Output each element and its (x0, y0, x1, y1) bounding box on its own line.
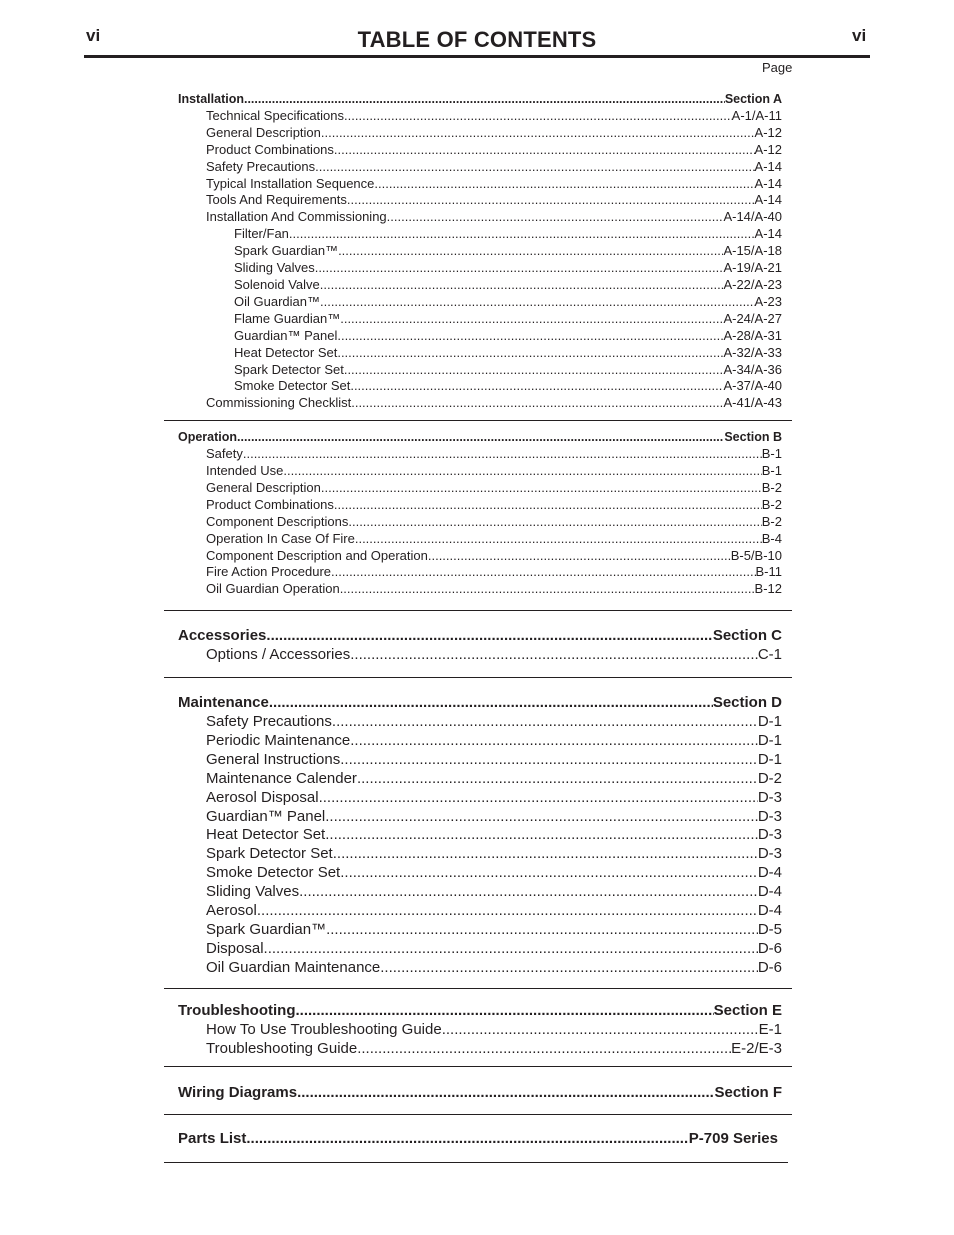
leader-dots (350, 646, 758, 665)
toc-heading-title: Parts List (178, 1130, 247, 1148)
leader-dots (374, 176, 754, 193)
leader-dots (350, 732, 758, 751)
leader-dots (320, 277, 724, 294)
toc-heading-title: Troubleshooting (178, 1001, 296, 1019)
toc-entry[interactable] (164, 770, 792, 789)
toc-heading-title: Accessories (178, 627, 267, 645)
toc-entry[interactable] (164, 497, 792, 514)
toc-section-troubleshooting (164, 997, 792, 1068)
toc-entry[interactable] (164, 1040, 792, 1059)
toc-entry[interactable] (164, 142, 792, 159)
toc-entry-page: D-1 (757, 713, 782, 730)
toc-heading-page: Section D (712, 694, 782, 712)
toc-entry[interactable] (164, 480, 792, 497)
leader-dots (337, 345, 723, 362)
leader-dots (269, 694, 713, 713)
toc-entry-title: Commissioning Checklist (206, 395, 352, 411)
leader-dots (321, 125, 755, 142)
toc-entry-title: Operation In Case Of Fire (206, 530, 355, 546)
leader-dots (344, 362, 724, 379)
toc-entry-title: Fire Action Procedure (206, 564, 332, 580)
page-number-left: vi (86, 26, 101, 45)
toc-entry-title: Tools And Requirements (206, 192, 347, 208)
leader-dots (315, 260, 724, 277)
toc-entry-page: B-11 (755, 564, 782, 580)
leader-dots (334, 142, 755, 159)
leader-dots (344, 108, 732, 125)
page-column-label: Page (762, 60, 793, 75)
toc-entry-title: Maintenance Calender (206, 769, 357, 787)
leader-dots (264, 940, 758, 959)
leader-dots (321, 480, 762, 497)
toc-entry-title: Sliding Valves (206, 883, 300, 901)
toc-entry-title: Spark Detector Set (206, 845, 333, 863)
toc-heading-page: Section E (713, 1001, 782, 1019)
toc-entry-page: D-2 (757, 769, 782, 787)
toc-entry-page: B-4 (761, 530, 782, 546)
toc-entry-title: Product Combinations (206, 496, 334, 512)
leader-dots (266, 627, 712, 646)
toc-entry-title: Product Combinations (206, 141, 334, 157)
leader-dots (257, 902, 758, 921)
toc-entry-title: General Instructions (206, 750, 341, 768)
toc-entry-page: A-14 (754, 226, 782, 242)
toc-entry-page: A-28/A-31 (723, 327, 782, 343)
toc-entry-page: B-5/B-10 (730, 547, 782, 563)
leader-dots (325, 808, 758, 827)
toc-entry-page: D-3 (757, 807, 782, 825)
toc-subentry[interactable] (164, 243, 792, 260)
toc-entry-page: D-3 (757, 788, 782, 806)
toc-heading[interactable] (164, 1002, 792, 1021)
toc-entry[interactable] (164, 864, 792, 883)
toc-entry-page: A-15/A-18 (723, 243, 782, 259)
toc-entry[interactable] (164, 751, 792, 770)
leader-dots (442, 1021, 759, 1040)
toc-heading-page: Section A (724, 92, 782, 106)
toc-entry-page: E-1 (758, 1020, 782, 1038)
toc-entry[interactable] (164, 921, 792, 940)
toc-section-parts-list (164, 1123, 788, 1163)
toc-entry-page: C-1 (757, 646, 782, 664)
toc-entry-page: A-14/A-40 (723, 209, 782, 225)
leader-dots (296, 1002, 714, 1021)
toc-entry-title: Spark Guardian™ (234, 243, 339, 259)
toc-subentry[interactable] (164, 362, 792, 379)
toc-subentry[interactable] (164, 345, 792, 362)
toc-heading-title: Installation (178, 92, 244, 106)
toc-entry[interactable] (164, 531, 792, 548)
toc-entry-page: A-14 (754, 192, 782, 208)
toc-heading-title: Wiring Diagrams (178, 1084, 298, 1102)
toc-entry-page: A-37/A-40 (723, 378, 782, 394)
toc-entry[interactable] (164, 395, 792, 412)
toc-entry[interactable] (164, 514, 792, 531)
toc-entry-page: E-2/E-3 (731, 1039, 782, 1057)
toc-section-installation (164, 91, 792, 421)
toc-entry[interactable] (164, 789, 792, 808)
toc-entry-title: Safety (206, 446, 243, 462)
toc-entry-page: B-2 (761, 513, 782, 529)
toc-entry-page: A-12 (754, 124, 782, 140)
page-number-right: vi (852, 26, 867, 45)
leader-dots (351, 395, 723, 412)
leader-dots (333, 845, 758, 864)
toc-entry-title: Periodic Maintenance (206, 731, 351, 749)
toc-entry-title: Filter/Fan (234, 226, 289, 242)
toc-entry[interactable] (164, 646, 792, 665)
leader-dots (338, 243, 723, 260)
toc-entry-page: A-1/A-11 (731, 107, 782, 123)
toc-entry-title: Heat Detector Set (206, 826, 326, 844)
toc-entry-page: A-22/A-23 (723, 276, 782, 292)
leader-dots (243, 446, 762, 463)
toc-entry-page: D-6 (757, 939, 782, 957)
toc-entry[interactable] (164, 108, 792, 125)
toc-entry[interactable] (164, 845, 792, 864)
leader-dots (340, 311, 723, 328)
toc-entry-title: Aerosol Disposal (206, 788, 319, 806)
toc-entry-title: Aerosol (206, 902, 257, 920)
leader-dots (428, 548, 731, 565)
leader-dots (337, 328, 723, 345)
toc-entry-title: Component Descriptions (206, 513, 349, 529)
leader-dots (289, 226, 755, 243)
toc-entry-page: B-2 (761, 479, 782, 495)
leader-dots (334, 497, 762, 514)
toc-entry-title: Guardian™ Panel (206, 807, 326, 825)
leader-dots (357, 1040, 731, 1059)
toc-entry-title: Oil Guardian Operation (206, 581, 340, 597)
toc-entry-page: B-1 (761, 446, 782, 462)
leader-dots (340, 864, 758, 883)
toc-heading-page: Section B (724, 430, 782, 445)
toc-heading-page: Section F (714, 1084, 782, 1102)
toc-entry-page: D-4 (757, 864, 782, 882)
toc-entry[interactable] (164, 959, 792, 978)
toc-subentry[interactable] (164, 226, 792, 243)
toc-entry-page: D-6 (757, 958, 782, 976)
leader-dots (350, 378, 723, 395)
toc-entry-title: Component Description and Operation (206, 547, 428, 563)
toc-heading[interactable] (164, 694, 792, 713)
toc-entry-title: Disposal (206, 939, 264, 957)
toc-subentry[interactable] (164, 277, 792, 294)
toc-entry-title: Flame Guardian™ (234, 310, 341, 326)
toc-entry[interactable] (164, 564, 792, 581)
toc-entry-title: Installation And Commissioning (206, 209, 387, 225)
toc-entry-title: How To Use Troubleshooting Guide (206, 1020, 442, 1038)
toc-entry-page: D-3 (757, 826, 782, 844)
leader-dots (357, 770, 758, 789)
leader-dots (237, 429, 724, 446)
toc-entry-page: D-4 (757, 883, 782, 901)
toc-heading-page: Section C (712, 627, 782, 645)
toc-entry-page: A-14 (754, 175, 782, 191)
toc-entry[interactable] (164, 176, 792, 193)
leader-dots (326, 921, 758, 940)
toc-entry-title: Smoke Detector Set (234, 378, 351, 394)
toc-entry-title: Troubleshooting Guide (206, 1039, 358, 1057)
toc-section-wiring-diagrams (164, 1075, 792, 1115)
toc-entry-title: Oil Guardian™ (234, 293, 320, 309)
toc-entry-title: Options / Accessories (206, 646, 351, 664)
toc-subentry[interactable] (164, 328, 792, 345)
leader-dots (319, 789, 758, 808)
toc-heading[interactable] (164, 1130, 788, 1149)
toc-entry[interactable] (164, 463, 792, 480)
toc-entry-page: D-4 (757, 902, 782, 920)
toc-entry-page: A-24/A-27 (723, 310, 782, 326)
leader-dots (244, 91, 725, 108)
toc-heading[interactable] (164, 1084, 792, 1103)
leader-dots (348, 514, 761, 531)
toc-entry-page: B-12 (754, 581, 782, 597)
toc-heading[interactable] (164, 429, 792, 446)
toc-entry[interactable] (164, 808, 792, 827)
toc-entry-title: Solenoid Valve (234, 276, 320, 292)
toc-entry[interactable] (164, 883, 792, 902)
toc-heading-title: Maintenance (178, 694, 269, 712)
toc-entry[interactable] (164, 732, 792, 751)
leader-dots (331, 564, 755, 581)
toc-subentry[interactable] (164, 260, 792, 277)
toc-entry[interactable] (164, 159, 792, 176)
leader-dots (283, 463, 761, 480)
toc-heading-page: P-709 Series (688, 1130, 778, 1148)
leader-dots (297, 1084, 714, 1103)
toc-entry[interactable] (164, 548, 792, 565)
toc-entry[interactable] (164, 581, 792, 598)
toc-entry-title: Safety Precautions (206, 713, 332, 730)
toc-entry-page: A-32/A-33 (723, 344, 782, 360)
toc-entry-page: D-3 (757, 845, 782, 863)
toc-entry-title: Spark Detector Set (234, 361, 344, 377)
toc-entry-page: A-34/A-36 (723, 361, 782, 377)
leader-dots (340, 751, 758, 770)
page-title: TABLE OF CONTENTS (357, 27, 597, 52)
toc-entry-page: B-1 (761, 463, 782, 479)
toc-entry-page: A-23 (754, 293, 782, 309)
toc-entry-page: A-19/A-21 (723, 260, 782, 276)
leader-dots (380, 959, 758, 978)
toc-entry[interactable] (164, 209, 792, 226)
leader-dots (246, 1130, 688, 1149)
toc-heading[interactable] (164, 91, 792, 108)
toc-entry-title: Safety Precautions (206, 158, 316, 174)
toc-heading-title: Operation (178, 430, 238, 445)
toc-entry-page: A-12 (754, 141, 782, 157)
toc-entry-page: D-1 (757, 731, 782, 749)
toc-entry-page: B-2 (761, 496, 782, 512)
toc-entry[interactable] (164, 192, 792, 209)
toc-entry-page: D-5 (757, 920, 782, 938)
leader-dots (332, 713, 758, 732)
toc-entry-page: D-1 (757, 750, 782, 768)
leader-dots (299, 883, 758, 902)
toc-entry-page: A-14 (754, 158, 782, 174)
toc-entry-title: Smoke Detector Set (206, 864, 341, 882)
leader-dots (325, 826, 758, 845)
toc-entry-title: Spark Guardian™ (206, 920, 327, 938)
toc-subentry[interactable] (164, 294, 792, 311)
toc-entry-title: Technical Specifications (206, 107, 345, 123)
toc-entry[interactable] (164, 1021, 792, 1040)
leader-dots (340, 581, 755, 598)
header-rule (84, 55, 870, 58)
toc-entry-title: Sliding Valves (234, 260, 315, 276)
leader-dots (387, 209, 724, 226)
toc-subentry[interactable] (164, 311, 792, 328)
toc-entry-title: Typical Installation Sequence (206, 175, 375, 191)
toc-section-accessories (164, 619, 792, 678)
leader-dots (347, 192, 755, 209)
toc-entry-title: General Description (206, 124, 321, 140)
toc-section-operation (164, 429, 792, 611)
toc-heading[interactable] (164, 627, 792, 646)
toc-entry[interactable] (164, 826, 792, 845)
toc-entry-page: A-41/A-43 (723, 395, 782, 411)
toc-entry-title: Heat Detector Set (234, 344, 338, 360)
toc-section-maintenance (164, 686, 792, 989)
toc-entry[interactable] (164, 940, 792, 959)
toc-subentry[interactable] (164, 378, 792, 395)
table-of-contents (164, 91, 792, 1163)
leader-dots (320, 294, 755, 311)
toc-entry-title: General Description (206, 479, 321, 495)
toc-entry[interactable] (164, 125, 792, 142)
toc-entry-title: Intended Use (206, 463, 284, 479)
toc-entry-title: Guardian™ Panel (234, 327, 338, 343)
leader-dots (355, 531, 762, 548)
leader-dots (315, 159, 754, 176)
toc-entry[interactable] (164, 902, 792, 921)
toc-entry[interactable] (164, 713, 792, 732)
toc-entry-title: Oil Guardian Maintenance (206, 958, 381, 976)
toc-entry[interactable] (164, 446, 792, 463)
